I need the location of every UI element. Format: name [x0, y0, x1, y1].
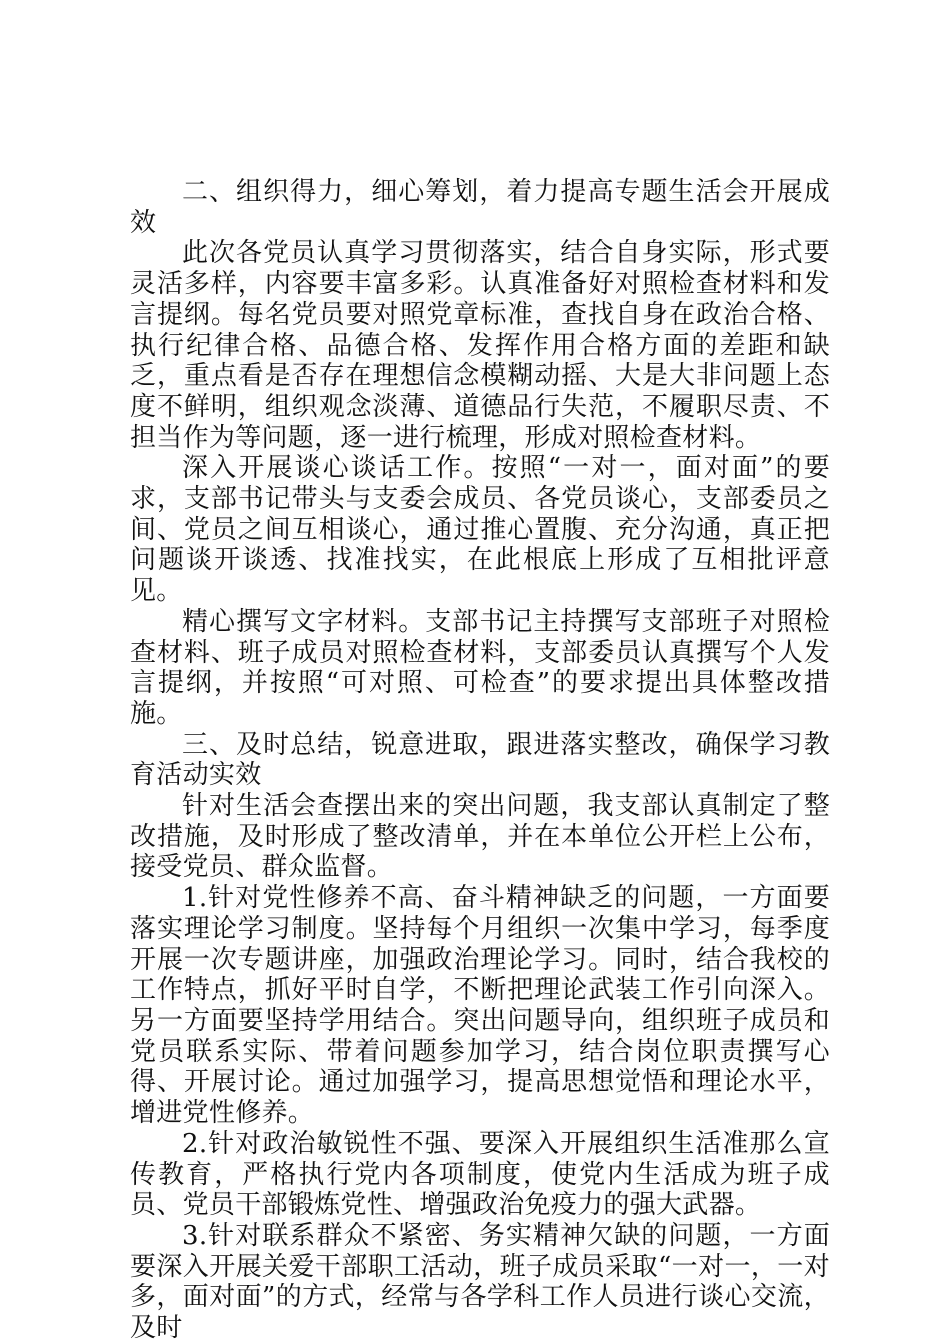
list-item-1: 1.针对党性修养不高、奋斗精神缺乏的问题，一方面要落实理论学习制度。坚持每个月组织一次集中学习，每季度开展一次专题讲座，加强政治理论学习。同时，结合我校的工作特点，抓好平时自学，不断把理论武装工作引向深入。另一方面要坚持学用结合。突出问题导向，组织班子成员和党员联系实际、带着问题参加学习，结合岗位职责撰写心得、开展讨论。通过加强学习，提高思想觉悟和理论水平，增进党性修养。 — [130, 883, 830, 1129]
paragraph-rectification-measures: 针对生活会查摆出来的突出问题，我支部认真制定了整改措施，及时形成了整改清单，并在本单位公开栏上公布，接受党员、群众监督。 — [130, 791, 830, 883]
document-body — [130, 177, 830, 1344]
paragraph-heart-to-heart-talks: 深入开展谈心谈话工作。按照“一对一，面对面”的要求，支部书记带头与支委会成员、各党员谈心，支部委员之间、党员之间互相谈心，通过推心置腹、充分沟通，真正把问题谈开谈透、找准找实，在此根底上形成了互相批评意见。 — [130, 453, 830, 607]
paragraph-study-materials: 此次各党员认真学习贯彻落实，结合自身实际，形式要灵活多样，内容要丰富多彩。认真准备好对照检查材料和发言提纲。每名党员要对照党章标准，查找自身在政治合格、执行纪律合格、品德合格、发挥作用合格方面的差距和缺乏，重点看是否存在理想信念模糊动摇、大是大非问题上态度不鲜明，组织观念淡薄、道德品行失范，不履职尽责、不担当作为等问题，逐一进行梳理，形成对照检查材料。 — [130, 238, 830, 453]
paragraph-written-materials: 精心撰写文字材料。支部书记主持撰写支部班子对照检查材料、班子成员对照检查材料，支部委员认真撰写个人发言提纲，并按照“可对照、可检查”的要求提出具体整改措施。 — [130, 606, 830, 729]
heading-section-two: 二、组织得力，细心筹划，着力提高专题生活会开展成效 — [130, 177, 830, 238]
list-item-2: 2.针对政治敏锐性不强、要深入开展组织生活准那么宣传教育，严格执行党内各项制度，使党内生活成为班子成员、党员干部锻炼党性、增强政治免疫力的强大武器。 — [130, 1128, 830, 1221]
heading-section-three: 三、及时总结，锐意进取，跟进落实整改，确保学习教育活动实效 — [130, 729, 830, 791]
list-item-3: 3.针对联系群众不紧密、务实精神欠缺的问题，一方面要深入开展关爱干部职工活动，班子成员采取“一对一，一对多，面对面”的方式，经常与各学科工作人员进行谈心交流，及时 — [130, 1220, 830, 1344]
